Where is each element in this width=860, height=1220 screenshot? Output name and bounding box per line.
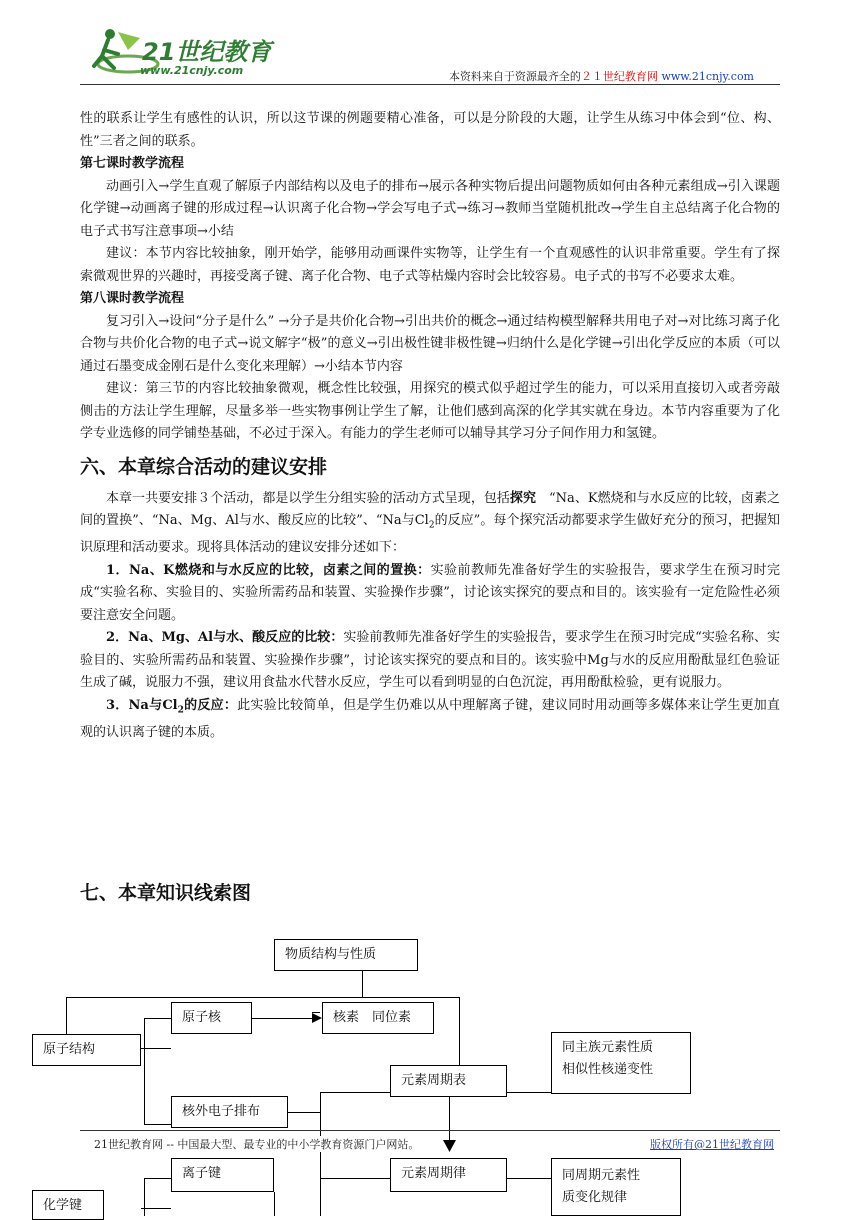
node-atomic-structure: 原子结构	[32, 1034, 141, 1066]
connector	[252, 1018, 320, 1019]
document-body	[80, 108, 780, 744]
header-note	[449, 68, 754, 84]
connector	[144, 1018, 171, 1019]
node-ionic-bond: 离子键	[171, 1158, 274, 1192]
header-divider	[80, 84, 780, 85]
activity-text: 实验前教师先准备好学生的实验报告，要求学生在预习时完成“实验名称、实验目的、实验所需药品和装置、实验操作步骤”，讨论该实探究的要点和目的。该实验中Mg与水的反应用酚酞显红色验证生成了碱，说服力不强，建议用食盐水代替水反应，学生可以看到明显的白色沉淀，再用酚酞检验，更有说服力。	[80, 630, 781, 691]
node-structure-properties: 物质结构与性质	[274, 939, 418, 971]
node-text: 同周期元素性	[562, 1168, 641, 1183]
copyright-link[interactable]: 版权所有@21世纪教育网	[650, 1138, 774, 1151]
text-span: 本章一共要安排３个活动，都是以学生分组实验的活动方式呈现，包括	[106, 490, 510, 506]
section-6-heading: 六、本章综合活动的建议安排	[80, 455, 328, 478]
text-span: 探究	[509, 490, 536, 506]
connector	[320, 1092, 321, 1216]
logo-url: www.21cnjy.com	[140, 64, 244, 77]
node-electron-configuration: 核外电子排布	[171, 1096, 288, 1128]
node-chemical-bond: 化学键	[32, 1190, 104, 1220]
arrow-down-icon	[443, 1140, 456, 1154]
arrow-right-icon	[312, 1013, 322, 1023]
activity-2	[80, 627, 780, 695]
connector	[320, 1092, 390, 1093]
node-periodic-law: 元素周期律	[390, 1158, 507, 1192]
text-span: 的反应”。每个探究活动都要求学生做好充分的预习，把握知识原理和活动要求。现将具体活动的建议安排分述如下：	[80, 513, 780, 556]
connector	[320, 1178, 390, 1179]
logo-title: 21世纪教育	[142, 38, 272, 66]
node-text: 质变化规律	[562, 1190, 628, 1205]
node-periodic-table: 元素周期表	[390, 1065, 507, 1097]
paragraph: 复习引入→设问“分子是什么” →分子是共价化合物→引出共价的概念→通过结构模型解释共用电子对→对比练习离子化合物与共价化合物的电子式→说文解字“极”的意义→引出极性键非极性键→归纳什么是化学键→引出化学反应的本质（可以通过石墨变成金刚石是什么变化来理解）→小结本节内容	[80, 313, 780, 374]
activity-title: 1．Na、K燃烧和与水反应的比较，卤素之间的置换：	[106, 562, 431, 578]
activity-title: 3．Na与Cl	[106, 697, 178, 713]
connector	[144, 1178, 145, 1216]
footer-divider	[80, 1130, 780, 1131]
connector	[141, 1208, 171, 1209]
activity-1	[80, 560, 780, 628]
connector	[274, 1192, 275, 1216]
activity-title: 的反应：	[183, 697, 238, 713]
connector	[288, 1112, 320, 1113]
connector	[144, 1178, 171, 1179]
connector	[507, 1178, 551, 1179]
connector	[144, 1124, 171, 1125]
paragraph: 性的联系让学生有感性的认识，所以这节课的例题要精心准备，可以是分阶段的大题，让学生从练习中体会到“位、构、性”三者之间的联系。	[80, 111, 780, 149]
node-text: 相似性核递变性	[562, 1062, 654, 1077]
footer-text: 21世纪教育网 -- 中国最大型、最专业的中小学教育资源门户网站。	[94, 1138, 420, 1151]
section-7-heading: 七、本章知识线索图	[80, 882, 252, 904]
connector	[449, 1096, 450, 1146]
node-same-period	[551, 1158, 681, 1216]
activity-text: 实验前教师先准备好学生的实验报告，要求学生在预习时完成“实验名称、实验目的、实验所需药品和装置、实验操作步骤”，讨论该实探究的要点和目的。该实验有一定危险性必须要注意安全问题。	[80, 562, 780, 623]
paragraph	[80, 488, 780, 560]
connector	[507, 1092, 551, 1093]
paragraph: 建议：本节内容比较抽象，刚开始学，能够用动画课件实物等，让学生有一个直观感性的认识非常重要。学生有了探索微观世界的兴趣时，再接受离子键、离子化合物、电子式等枯燥内容时会比较容易。电子式的书写不必要求太难。	[80, 246, 780, 284]
node-nucleus: 原子核	[171, 1002, 252, 1034]
connector	[144, 1018, 145, 1125]
paragraph: 动画引入→学生直观了解原子内部结构以及电子的排布→展示各种实物后提出问题物质如何由各种元素组成→引入课题化学键→动画离子键的形成过程→认识离子化合物→学会写电子式→练习→教师当堂随机批改→学生自主总结离子化合物的电子式书写注意事项→小结	[80, 178, 780, 239]
connector	[141, 1048, 171, 1049]
node-same-group	[551, 1032, 691, 1094]
site-logo	[88, 24, 288, 86]
activity-text: 此实验比较简单，但是学生仍难以从中理解离子键，建议同时用动画等多媒体来让学生更加直观的认识离子键的本质。	[80, 697, 780, 740]
header-note-url[interactable]: www.21cnjy.com	[661, 70, 754, 83]
activity-3	[80, 695, 780, 745]
node-text: 同主族元素性质	[562, 1040, 654, 1055]
lesson7-heading: 第七课时教学流程	[80, 156, 185, 171]
connector	[362, 969, 363, 997]
activity-title: 2．Na、Mg、Al与水、酸反应的比较：	[106, 630, 344, 646]
subscript: 2	[177, 705, 184, 716]
connector	[66, 997, 67, 1034]
header-note-prefix: 本资料来自于资源最齐全的	[448, 70, 581, 83]
text-span: “Na、K燃烧和与水反应的比较，卤素之间的置换”、“Na、Mg、Al与水、酸反应的比较”、“Na与Cl	[80, 490, 780, 528]
connector	[459, 997, 460, 1065]
lesson8-heading: 第八课时教学流程	[80, 291, 185, 306]
header-note-site[interactable]: ２１世纪教育网	[580, 70, 658, 83]
subscript: 2	[428, 520, 435, 531]
paragraph: 建议：第三节的内容比较抽象微观，概念性比较强，用探究的模式似乎超过学生的能力，可以采用直接切入或者旁敲侧击的方法让学生理解，尽量多举一些实物事例让学生了解，让他们感到高深的化学其实就在身边。本节内容重要为了化学专业选修的同学铺垫基础，不必过于深入。有能力的学生老师可以辅导其学习分子间作用力和氢键。	[80, 381, 780, 441]
node-nuclide-isotope: 核素 同位素	[322, 1002, 434, 1034]
connector	[66, 997, 460, 998]
